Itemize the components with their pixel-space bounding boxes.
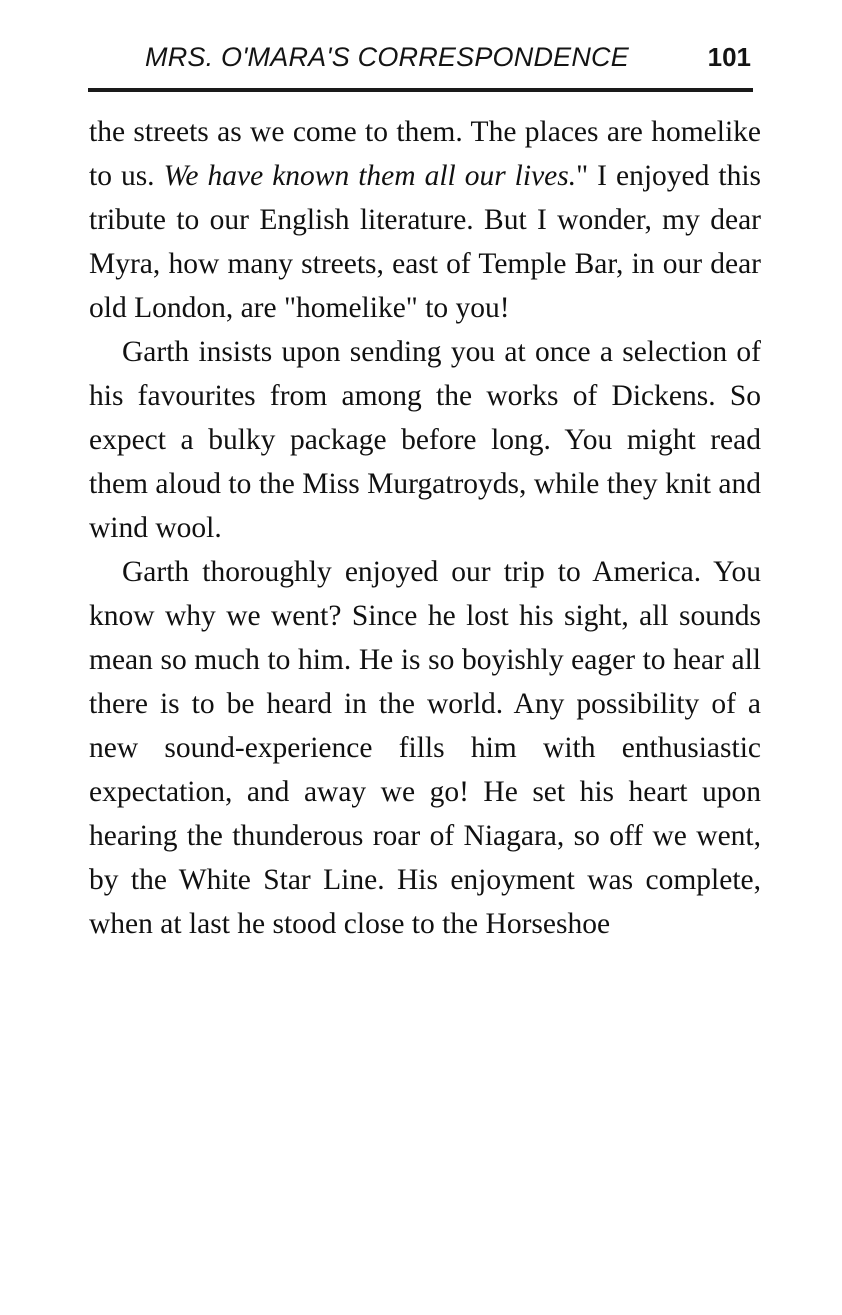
page-number: 101 <box>707 42 751 72</box>
paragraph-1-italic-quote: We have known them all our lives. <box>163 160 577 192</box>
paragraph-1 <box>89 110 761 330</box>
header-rule <box>88 88 753 92</box>
paragraph-1-end: " I enjoyed this tribute to our English literature. But I wonder, my dear Myra, how many streets, east of Temple Bar, in our dear old London, are "homelike" to you! <box>89 160 761 324</box>
running-head <box>145 42 757 82</box>
paragraph-1-start: the streets as we come to them. The places are homelike to us. <box>89 116 761 192</box>
paragraph-2: Garth insists upon sending you at once a selection of his favourites from among the works of Dickens. So expect a bulky package before long. You might read them aloud to the Miss Murgatroyds, while they knit and wind wool. <box>89 336 761 544</box>
running-title: MRS. O'MARA'S CORRESPONDENCE <box>145 42 629 72</box>
paragraph-3: Garth thoroughly enjoyed our trip to America. You know why we went? Since he lost his sight, all sounds mean so much to him. He is so boyishly eager to hear all there is to be heard in the world. Any possibility of a new sound-experience fills him with enthusiastic expectation, and away we go! He set his heart upon hearing the thunderous roar of Niagara, so off we went, by the White Star Line. His enjoyment was complete, when at last he stood close to the Horseshoe <box>89 556 761 940</box>
body-text <box>89 110 761 946</box>
